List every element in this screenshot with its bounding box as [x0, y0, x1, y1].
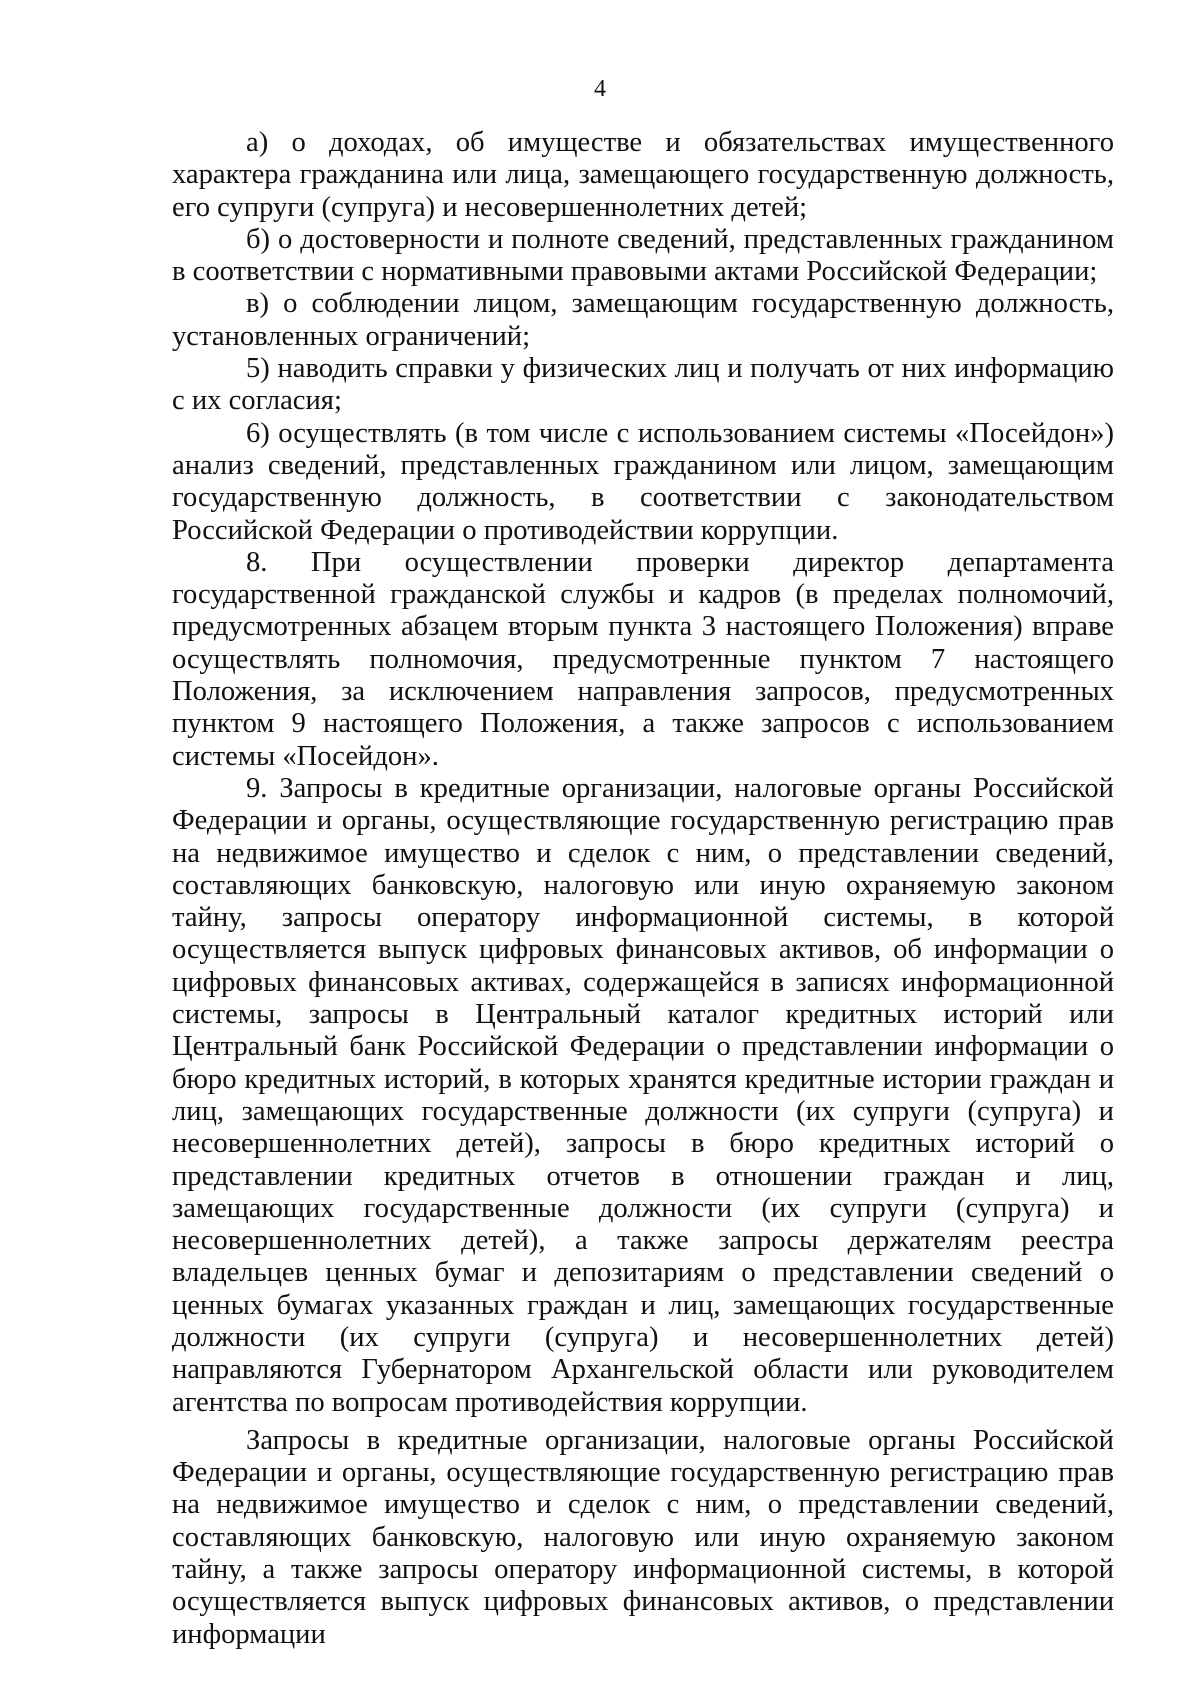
document-body — [172, 127, 1114, 1651]
paragraph-section-9-continued: Запросы в кредитные организации, налоговые органы Российской Федерации и органы, осуществляющие государственную регистрацию прав на недвижимое имущество и сделок с ним, о представлении сведений, составляющих банковскую, налоговую или иную охраняемую законом тайну, а также запросы оператору информационной системы, в которой осуществляется выпуск цифровых финансовых активов, о представлении информации — [172, 1424, 1114, 1650]
paragraph-section-8: 8. При осуществлении проверки директор департамента государственной гражданской службы и кадров (в пределах полномочий, предусмотренных абзацем вторым пункта 3 настоящего Положения) вправе осуществлять полномочия, предусмотренные пунктом 7 настоящего Положения, за исключением направления запросов, предусмотренных пунктом 9 настоящего Положения, а также запросов с использованием системы «Посейдон». — [172, 546, 1114, 772]
paragraph-section-9: 9. Запросы в кредитные организации, налоговые органы Российской Федерации и органы, осуществляющие государственную регистрацию прав на недвижимое имущество и сделок с ним, о представлении сведений, составляющих банковскую, налоговую или иную охраняемую законом тайну, запросы оператору информационной системы, в которой осуществляется выпуск цифровых финансовых активов, об информации о цифровых финансовых активах, содержащейся в записях информационной системы, запросы в Центральный каталог кредитных историй или Центральный банк Российской Федерации о представлении информации о бюро кредитных историй, в которых хранятся кредитные истории граждан и лиц, замещающих государственные должности (их супруги (супруга) и несовершеннолетних детей), запросы в бюро кредитных историй о представлении кредитных отчетов в отношении граждан и лиц, замещающих государственные должности (их супруги (супруга) и несовершеннолетних детей), а также запросы держателям реестра владельцев ценных бумаг и депозитариям о представлении сведений о ценных бумагах указанных граждан и лиц, замещающих государственные должности (их супруги (супруга) и несовершеннолетних детей) направляются Губернатором Архангельской области или руководителем агентства по вопросам противодействия коррупции. — [172, 772, 1114, 1418]
page-number: 4 — [594, 76, 606, 102]
paragraph-item-5: 5) наводить справки у физических лиц и получать от них информацию с их согласия; — [172, 353, 1114, 417]
paragraph-item-6: 6) осуществлять (в том числе с использованием системы «Посейдон») анализ сведений, представленных гражданином или лицом, замещающим государственную должность, в соответствии с законодательством Российской Федерации о противодействии коррупции. — [172, 417, 1114, 546]
paragraph-v-compliance: в) о соблюдении лицом, замещающим государственную должность, установленных ограничений; — [172, 288, 1114, 352]
paragraph-a-income: а) о доходах, об имуществе и обязательствах имущественного характера гражданина или лица, замещающего государственную должность, его супруги (супруга) и несовершеннолетних детей; — [172, 127, 1114, 223]
paragraph-b-reliability: б) о достоверности и полноте сведений, представленных гражданином в соответствии с нормативными правовыми актами Российской Федерации; — [172, 223, 1114, 288]
